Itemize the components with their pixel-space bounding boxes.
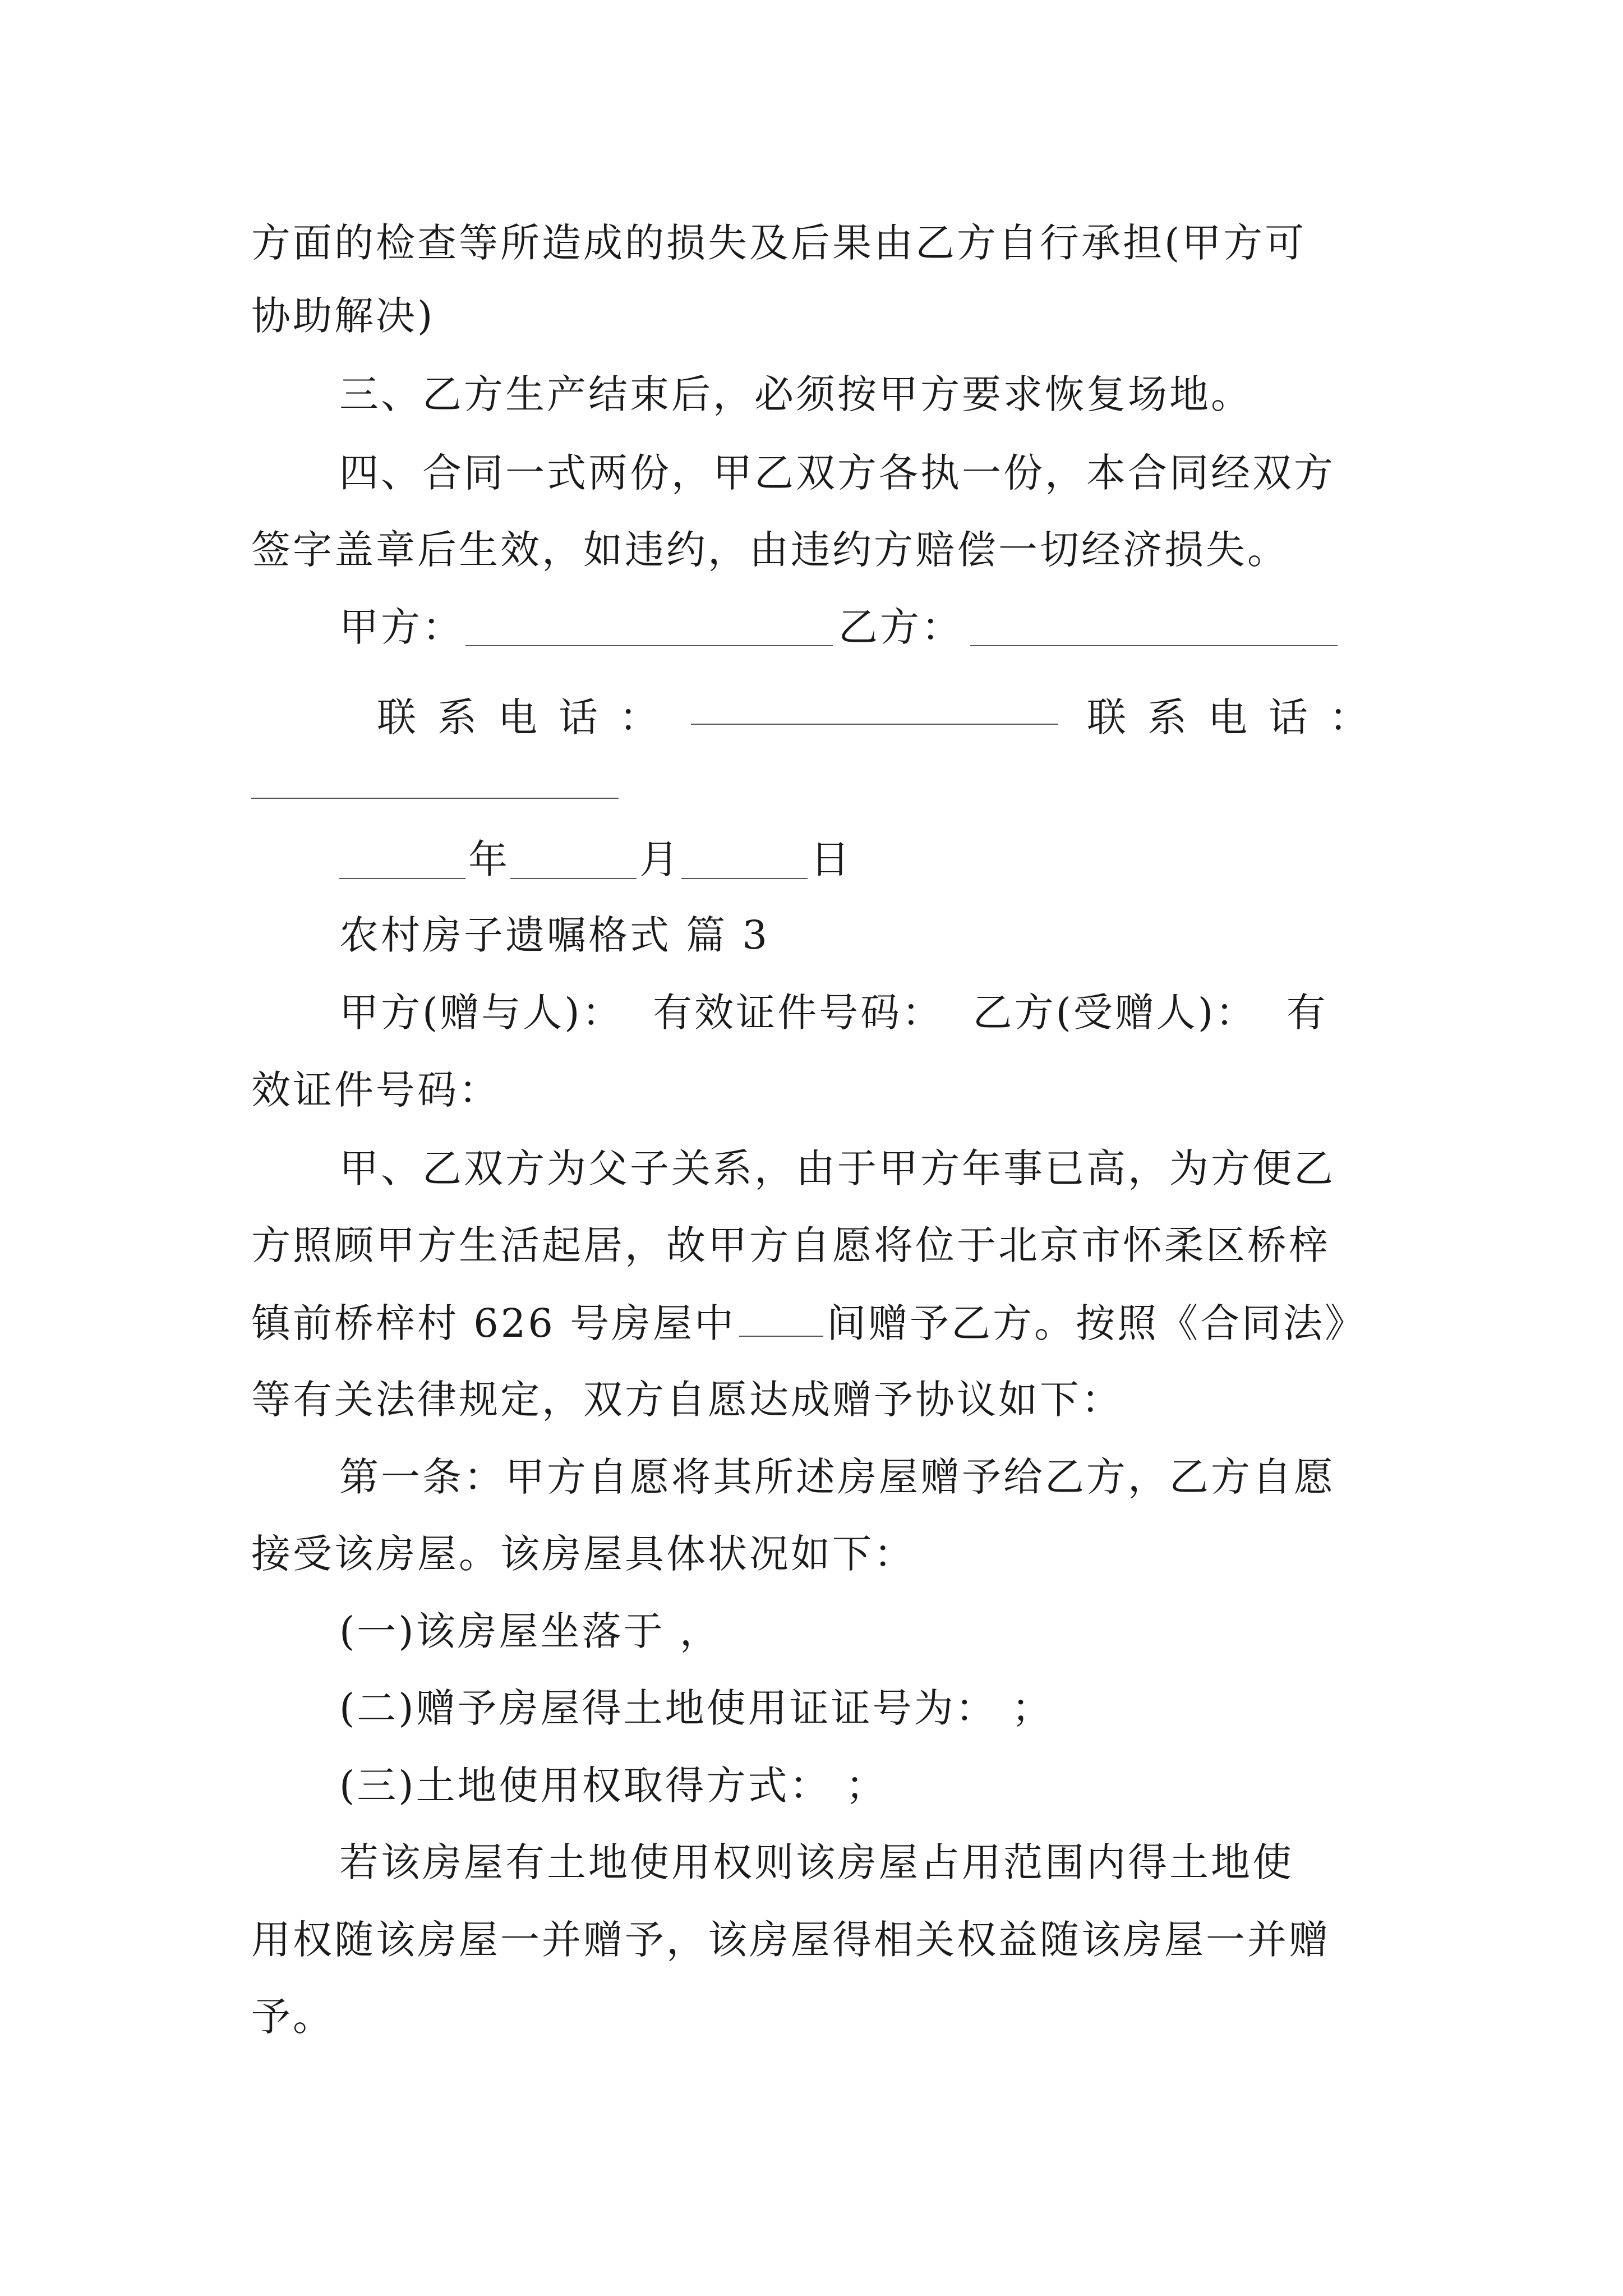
date-month-label: 月	[639, 836, 681, 882]
section-title: 农村房子遗嘱格式 篇 3	[339, 912, 770, 958]
date-day-label: 日	[810, 836, 852, 882]
party-b-label: 乙方：	[838, 604, 963, 650]
date-day-blank	[681, 878, 808, 879]
paragraph-line: 若该房屋有土地使用权则该房屋占用范围内得土地使	[339, 1839, 1294, 1885]
paragraph-line: 方照顾甲方生活起居，故甲方自愿将位于北京市怀柔区桥梓	[251, 1222, 1330, 1268]
item-one: (一)该房屋坐落于 ，	[339, 1608, 721, 1654]
party-a-label: 甲方：	[339, 604, 464, 650]
paragraph-line: 接受该房屋。该房屋具体状况如下：	[251, 1531, 915, 1577]
party-a-signature-blank	[465, 645, 833, 646]
party-a-phone-label: 联 系 电 话 ：	[377, 694, 658, 740]
clause-three: 三、乙方生产结束后，必须按甲方要求恢复场地。	[339, 371, 1252, 417]
paragraph-line: 等有关法律规定，双方自愿达成赠予协议如下：	[251, 1377, 1123, 1423]
paragraph-line: 用权随该房屋一并赠予，该房屋得相关权益随该房屋一并赠	[251, 1917, 1330, 1963]
party-b-signature-blank	[970, 645, 1338, 646]
paragraph-line: 方面的检查等所造成的损失及后果由乙方自行承担(甲方可	[251, 220, 1307, 266]
item-two: (二)赠予房屋得土地使用证证号为： ；	[339, 1685, 1053, 1731]
paragraph-line: 协助解决)	[251, 293, 435, 339]
paragraph-line: 签字盖章后生效，如违约，由违约方赔偿一切经济损失。	[251, 527, 1289, 573]
paragraph-line: 甲方(赠与人)： 有效证件号码： 乙方(受赠人)： 有	[339, 990, 1328, 1036]
item-three: (三)土地使用权取得方式： ；	[339, 1763, 887, 1809]
paragraph-line: 予。	[251, 1994, 334, 2040]
room-count-blank	[739, 1303, 823, 1337]
party-a-phone-blank	[691, 724, 1058, 725]
paragraph-line: 甲、乙双方为父子关系，由于甲方年事已高，为方便乙	[339, 1145, 1335, 1191]
party-b-phone-label: 联 系 电 话 ：	[1087, 694, 1368, 740]
paragraph-line: 效证件号码：	[251, 1067, 500, 1113]
paragraph-line: 镇前桥梓村 626 号房屋中 间赠予乙方。按照《合同法》	[251, 1300, 1367, 1346]
party-b-phone-blank	[251, 798, 619, 799]
date-year-blank	[339, 878, 465, 879]
clause-four: 四、合同一式两份，甲乙双方各执一份，本合同经双方	[339, 450, 1335, 496]
article-one: 第一条：甲方自愿将其所述房屋赠予给乙方，乙方自愿	[339, 1454, 1335, 1500]
date-month-blank	[510, 878, 637, 879]
date-year-label: 年	[468, 836, 510, 882]
